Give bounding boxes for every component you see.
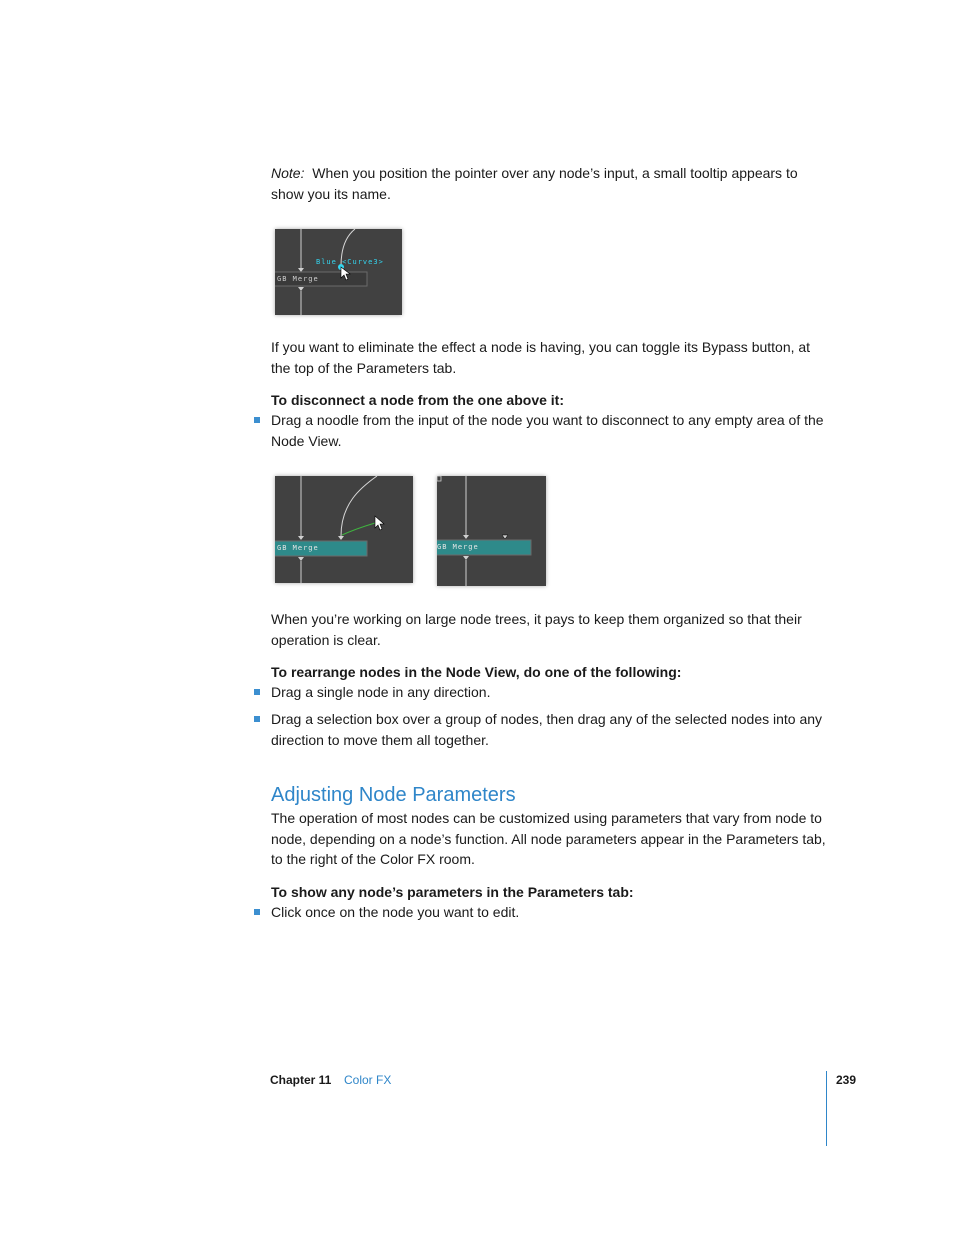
section-title: Adjusting Node Parameters [271, 784, 516, 806]
list-item-text: Drag a noodle from the input of the node you want to disconnect to any empty area of the Node View. [271, 412, 824, 449]
bullet-icon [254, 716, 260, 722]
node-label: GB Merge [277, 275, 319, 283]
section-body: The operation of most nodes can be customized using parameters that vary from node to node, depending on a node’s function. All node parameters appear in the Parameters tab, to the right of the Color FX room. [271, 810, 826, 867]
node-label: GB Merge [277, 544, 319, 552]
tooltip-screenshot-drawing [275, 229, 402, 315]
list-item [254, 410, 824, 452]
note-text: When you position the pointer over any node’s input, a small tooltip appears to show you its name. [271, 165, 798, 202]
list-item-text: Drag a selection box over a group of nodes, then drag any of the selected nodes into any direction to move them all together. [271, 711, 823, 748]
list-item [254, 682, 824, 704]
note-label: Note: [271, 165, 305, 181]
list-item [254, 902, 824, 924]
disconnect-heading: To disconnect a node from the one above it: [271, 392, 564, 408]
footer-divider [826, 1071, 827, 1146]
disconnect-before-screenshot [275, 476, 413, 583]
note-paragraph [271, 163, 826, 204]
node-label: GB Merge [437, 543, 479, 551]
list-item-text: Drag a single node in any direction. [271, 684, 491, 700]
list-item-text: Click once on the node you want to edit. [271, 904, 520, 920]
disconnect-before-drawing [275, 476, 413, 583]
bypass-paragraph: If you want to eliminate the effect a node is having, you can toggle its Bypass button, at the top of the Parameters tab. [271, 339, 811, 376]
bullet-icon [254, 689, 260, 695]
disconnect-after-screenshot [437, 476, 546, 586]
bullet-icon [254, 909, 260, 915]
footer-chapter: Chapter 11 [270, 1073, 332, 1087]
disconnect-after-drawing [437, 476, 546, 586]
footer-chapter-title: Color FX [344, 1073, 392, 1087]
bullet-icon [254, 417, 260, 423]
large-trees-paragraph: When you’re working on large node trees, it pays to keep them organized so that their operation is clear. [271, 611, 802, 648]
tooltip-screenshot [275, 229, 402, 315]
list-item [254, 709, 824, 751]
rearrange-heading: To rearrange nodes in the Node View, do one of the following: [271, 664, 682, 680]
show-params-heading: To show any node’s parameters in the Parameters tab: [271, 884, 634, 900]
tooltip-label: Blue <Curve3> [316, 258, 384, 266]
page-number: 239 [836, 1073, 857, 1087]
